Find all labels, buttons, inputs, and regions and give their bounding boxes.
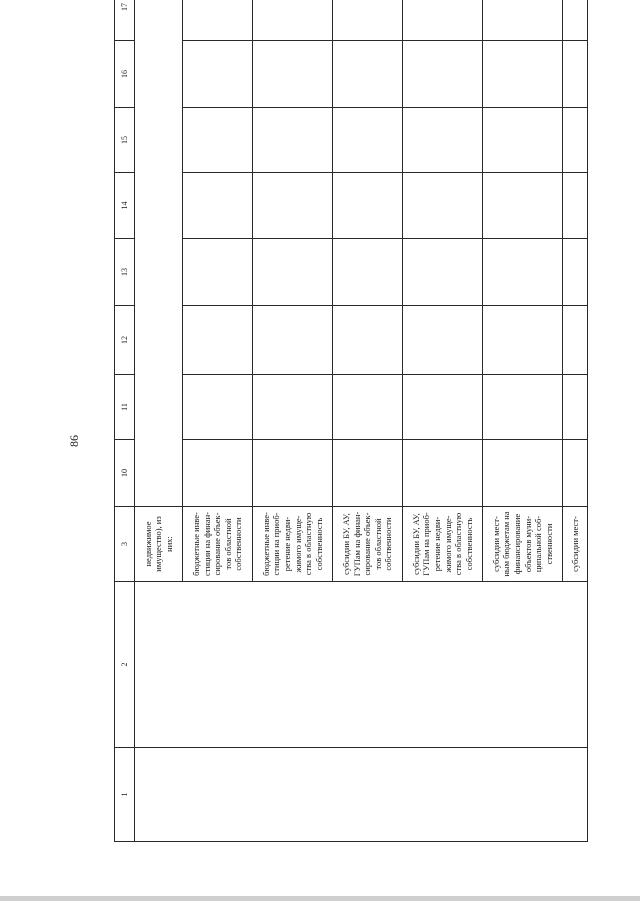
column-header: 3 xyxy=(115,507,135,582)
data-table-container xyxy=(114,3,586,842)
empty-cell xyxy=(483,239,563,306)
empty-cell xyxy=(253,0,333,41)
empty-cell xyxy=(183,41,253,108)
empty-cell xyxy=(483,440,563,507)
empty-cell xyxy=(183,440,253,507)
empty-cell xyxy=(403,239,483,306)
column-header: 2 xyxy=(115,582,135,748)
row-label: субсидии мест-ным бюджетам на финансирование объектов муни-ципальной соб-ственности xyxy=(490,511,554,577)
empty-cell xyxy=(183,0,253,41)
empty-cell xyxy=(253,239,333,306)
column-header: 17 xyxy=(115,0,135,41)
row-label-cell xyxy=(483,507,563,582)
empty-cell xyxy=(563,375,588,440)
column-header: 12 xyxy=(115,306,135,375)
cell-col-2 xyxy=(135,582,588,748)
empty-cell xyxy=(253,440,333,507)
row-label: субсидии БУ, АУ, ГУПам на приоб-ретение недви-жимого имуще-ства в областную собственность xyxy=(410,512,474,576)
empty-cell xyxy=(333,306,403,375)
table-header-row xyxy=(115,0,135,842)
empty-cell xyxy=(253,108,333,173)
empty-cell xyxy=(183,108,253,173)
empty-cell xyxy=(253,41,333,108)
empty-cell xyxy=(333,108,403,173)
empty-cell xyxy=(333,375,403,440)
empty-cell xyxy=(483,41,563,108)
empty-cell xyxy=(183,306,253,375)
empty-cell xyxy=(253,173,333,239)
row-label-cell xyxy=(253,507,333,582)
row-label-cell xyxy=(563,507,588,582)
row-label-cell xyxy=(333,507,403,582)
scan-edge xyxy=(0,896,640,901)
empty-cell xyxy=(563,41,588,108)
page-number: 86 xyxy=(67,435,81,447)
column-header: 10 xyxy=(115,440,135,507)
column-header: 15 xyxy=(115,108,135,173)
column-header: 13 xyxy=(115,239,135,306)
empty-cell xyxy=(253,375,333,440)
empty-cell xyxy=(333,41,403,108)
empty-cell xyxy=(483,0,563,41)
column-header: 11 xyxy=(115,375,135,440)
empty-cell xyxy=(403,108,483,173)
column-header: 16 xyxy=(115,41,135,108)
empty-cell xyxy=(403,306,483,375)
empty-cell xyxy=(563,0,588,41)
empty-cell xyxy=(563,108,588,173)
empty-cell xyxy=(333,173,403,239)
row-label-cell xyxy=(403,507,483,582)
empty-cell xyxy=(333,0,403,41)
empty-cell xyxy=(333,239,403,306)
row-label: бюджетные инве-стиции на приоб-ретение недви-жимого имуще-ства в областную собственность xyxy=(260,512,324,576)
row-merged-empty-cell xyxy=(135,0,183,507)
empty-cell xyxy=(563,306,588,375)
empty-cell xyxy=(563,239,588,306)
empty-cell xyxy=(563,440,588,507)
empty-cell xyxy=(403,41,483,108)
empty-cell xyxy=(333,440,403,507)
empty-cell xyxy=(483,108,563,173)
column-header: 14 xyxy=(115,173,135,239)
table-row xyxy=(135,0,183,842)
empty-cell xyxy=(563,173,588,239)
empty-cell xyxy=(483,173,563,239)
row-label: субсидии БУ, АУ, ГУПам на финан-сирование объек-тов областной собственности xyxy=(340,511,394,577)
empty-cell xyxy=(483,306,563,375)
empty-cell xyxy=(483,375,563,440)
empty-cell xyxy=(253,306,333,375)
empty-cell xyxy=(403,173,483,239)
row-label: бюджетные инве-стиции на финан-сирование объек-тов областной собственности xyxy=(190,512,244,577)
row-label-cell xyxy=(183,507,253,582)
empty-cell xyxy=(403,375,483,440)
cell-col-1 xyxy=(135,748,588,842)
row-label: субсидии мест- xyxy=(569,516,580,572)
empty-cell xyxy=(183,375,253,440)
empty-cell xyxy=(403,0,483,41)
empty-cell xyxy=(183,239,253,306)
row-label: недвижимое имущество), из них: xyxy=(142,516,174,572)
data-table xyxy=(114,0,588,842)
empty-cell xyxy=(403,440,483,507)
empty-cell xyxy=(183,173,253,239)
column-header: 1 xyxy=(115,748,135,842)
row-label-cell xyxy=(135,507,183,582)
